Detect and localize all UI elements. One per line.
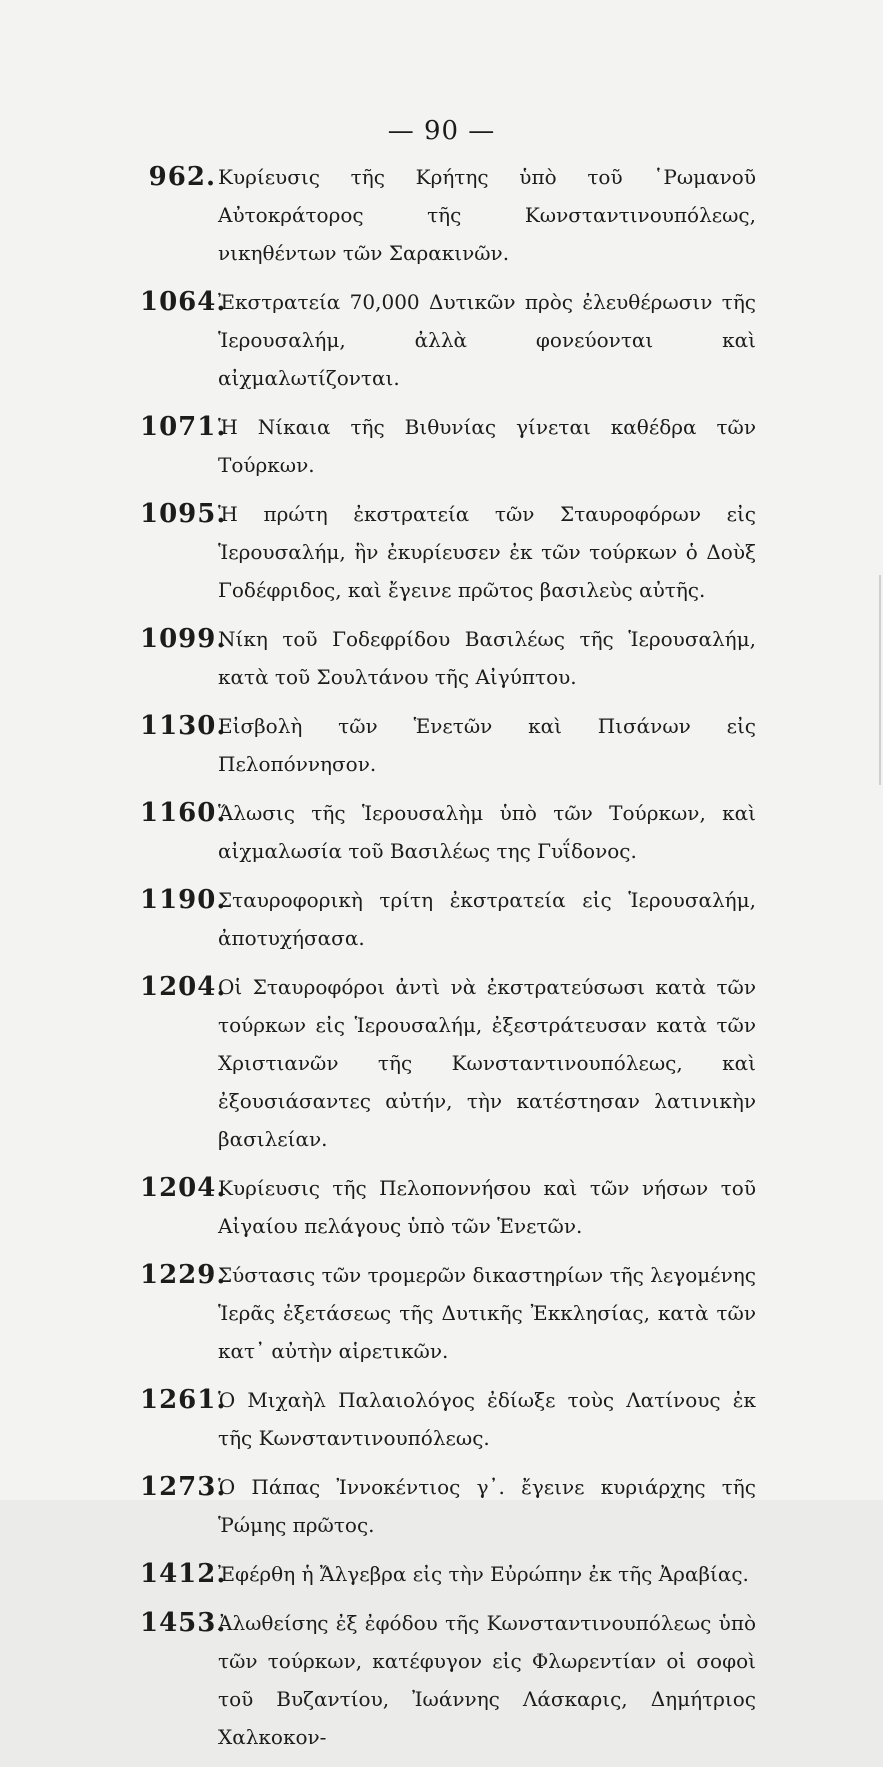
entry-year: 1229. bbox=[140, 1260, 227, 1290]
entry-text: Ἐκστρατεία 70,000 Δυτικῶν πρὸς ἐλευθέρωσιν τῆς Ἱερουσαλήμ, ἀλλὰ φονεύονται καὶ αἰχμαλωτίζονται. bbox=[218, 290, 756, 390]
entry-text: Ἡ Νίκαια τῆς Βιθυνίας γίνεται καθέδρα τῶν Τούρκων. bbox=[218, 415, 756, 477]
entry-text: Ἅλωσις τῆς Ἱερουσαλὴμ ὑπὸ τῶν Τούρκων, καὶ αἰχμαλωσία τοῦ Βασιλέως της Γυΐδονος. bbox=[218, 801, 756, 863]
chronology-entry bbox=[140, 707, 756, 783]
entry-text: Οἱ Σταυροφόροι ἀντὶ νὰ ἐκστρατεύσωσι κατὰ τῶν τούρκων εἰς Ἱερουσαλήμ, ἐξεστράτευσαν κατὰ τῶν Χριστιανῶν τῆς Κωνσταντινουπόλεως, καὶ ἐξουσιάσαντες αὐτήν, τὴν κατέστησαν λατινικὴν βασιλείαν. bbox=[218, 975, 756, 1151]
chronology-entry bbox=[140, 158, 756, 272]
entry-year: 1095. bbox=[140, 499, 227, 529]
entry-year: 1453. bbox=[140, 1608, 227, 1638]
entry-text: Κυρίευσις τῆς Κρήτης ὑπὸ τοῦ ῾Ρωμανοῦ Αὐτοκράτορος τῆς Κωνσταντινουπόλεως, νικηθέντων τῶν Σαρακινῶν. bbox=[218, 165, 756, 265]
entry-year: 1412. bbox=[140, 1559, 227, 1589]
chronology-entry bbox=[140, 283, 756, 397]
chronology-entry bbox=[140, 1604, 756, 1756]
entry-year: 1099. bbox=[140, 624, 227, 654]
chronology-entry bbox=[140, 620, 756, 696]
chronology-entry bbox=[140, 881, 756, 957]
chronology-entry bbox=[140, 408, 756, 484]
entry-year: 1204. bbox=[140, 1173, 227, 1203]
entry-year: 1160. bbox=[140, 798, 227, 828]
entry-text: Εἰσβολὴ τῶν Ἑνετῶν καὶ Πισάνων εἰς Πελοπόννησον. bbox=[218, 714, 756, 776]
entry-text: Κυρίευσις τῆς Πελοποννήσου καὶ τῶν νήσων τοῦ Αἰγαίου πελάγους ὑπὸ τῶν Ἑνετῶν. bbox=[218, 1176, 756, 1238]
entry-text: Ἀλωθείσης ἐξ ἐφόδου τῆς Κωνσταντινουπόλεως ὑπὸ τῶν τούρκων, κατέφυγον εἰς Φλωρεντίαν οἱ σοφοὶ τοῦ Βυζαντίου, Ἰωάννης Λάσκαρις, Δημήτριος Χαλκοκον- bbox=[218, 1611, 756, 1749]
chronology-list bbox=[140, 158, 756, 1767]
chronology-entry bbox=[140, 968, 756, 1158]
entry-year: 1064. bbox=[140, 287, 227, 317]
chronology-entry bbox=[140, 1381, 756, 1457]
entry-year: 1261. bbox=[140, 1385, 227, 1415]
entry-year: 1071. bbox=[140, 412, 227, 442]
entry-text: Ὁ Μιχαὴλ Παλαιολόγος ἐδίωξε τοὺς Λατίνους ἐκ τῆς Κωνσταντινουπόλεως. bbox=[218, 1388, 756, 1450]
entry-text: Ἐφέρθη ἡ Ἄλγεβρα εἰς τὴν Εὐρώπην ἐκ τῆς Ἀραβίας. bbox=[218, 1562, 749, 1586]
entry-text: Ὁ Πάπας Ἰννοκέντιος γ᾽. ἔγεινε κυριάρχης τῆς Ῥώμης πρῶτος. bbox=[218, 1475, 756, 1537]
page-edge-mark bbox=[879, 575, 881, 785]
entry-text: Νίκη τοῦ Γοδεφρίδου Βασιλέως τῆς Ἱερουσαλήμ, κατὰ τοῦ Σουλτάνου τῆς Αἰγύπτου. bbox=[218, 627, 756, 689]
entry-year: 1130. bbox=[140, 711, 227, 741]
entry-year: 1273. bbox=[140, 1472, 227, 1502]
chronology-entry bbox=[140, 1468, 756, 1544]
chronology-entry bbox=[140, 1555, 756, 1593]
entry-year: 1190. bbox=[140, 885, 227, 915]
chronology-entry bbox=[140, 1256, 756, 1370]
entry-year: 962. bbox=[148, 162, 216, 192]
chronology-entry bbox=[140, 1169, 756, 1245]
entry-text: Ἡ πρώτη ἐκστρατεία τῶν Σταυροφόρων εἰς Ἱερουσαλήμ, ἣν ἐκυρίευσεν ἐκ τῶν τούρκων ὁ Δοὺξ Γοδέφριδος, καὶ ἔγεινε πρῶτος βασιλεὺς αὐτῆς. bbox=[218, 502, 756, 602]
entry-year: 1204. bbox=[140, 972, 227, 1002]
chronology-entry bbox=[140, 495, 756, 609]
entry-text: Σταυροφορικὴ τρίτη ἐκστρατεία εἰς Ἱερουσαλήμ, ἀποτυχήσασα. bbox=[218, 888, 756, 950]
chronology-entry bbox=[140, 794, 756, 870]
page-number: — 90 — bbox=[387, 116, 496, 146]
entry-text: Σύστασις τῶν τρομερῶν δικαστηρίων τῆς λεγομένης Ἱερᾶς ἐξετάσεως τῆς Δυτικῆς Ἐκκλησίας, κατὰ τῶν κατ᾽ αὐτὴν αἱρετικῶν. bbox=[218, 1263, 756, 1363]
